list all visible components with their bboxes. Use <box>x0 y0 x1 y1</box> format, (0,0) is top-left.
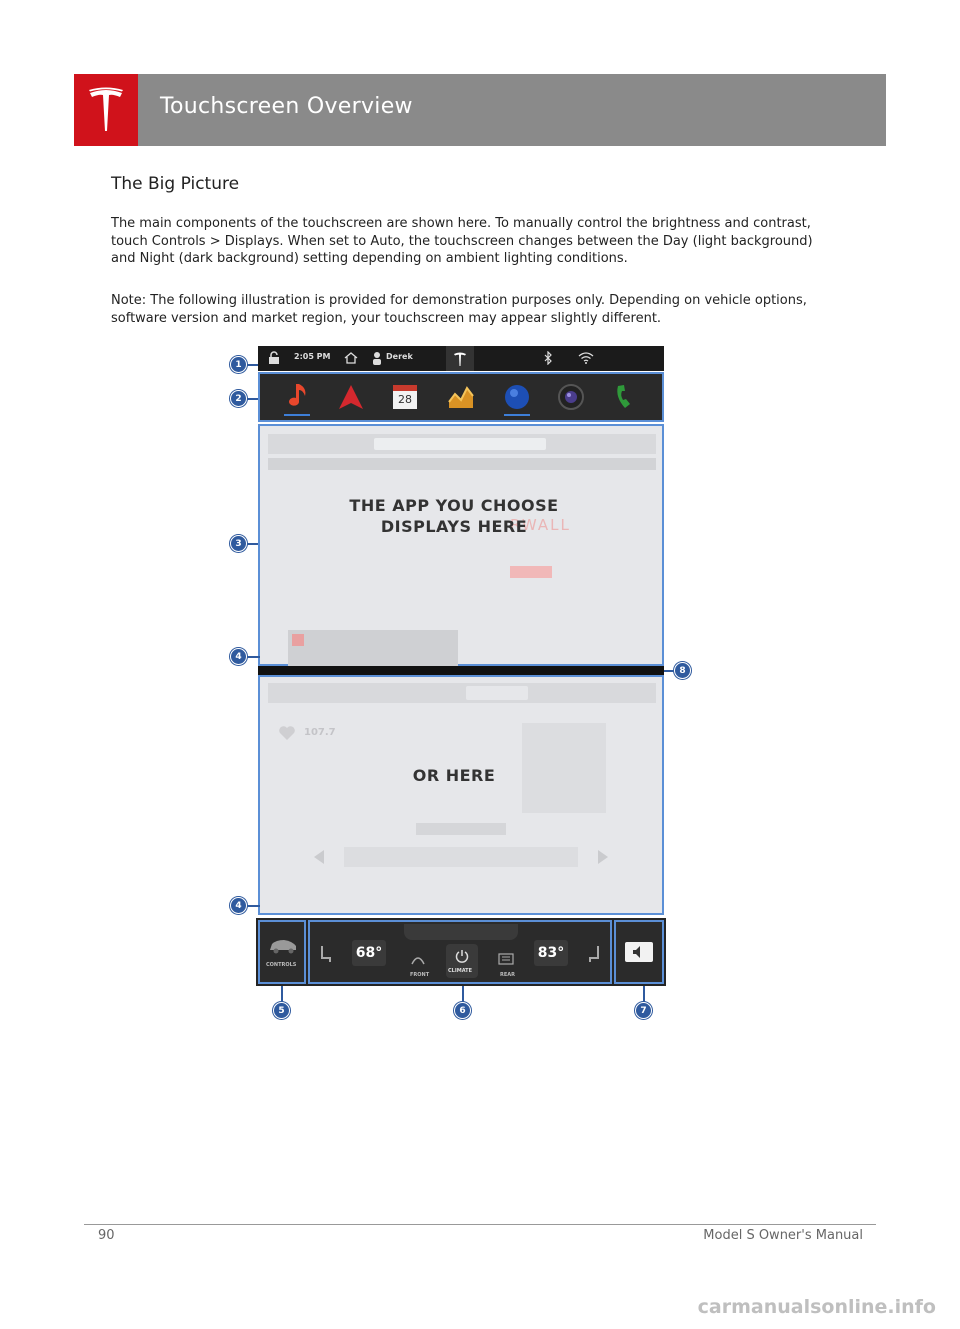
controls-label: CONTROLS <box>266 962 297 968</box>
status-bar <box>258 346 664 371</box>
driver-seat-heater-icon <box>318 944 334 964</box>
power-icon <box>455 949 469 963</box>
callout-1: 1 <box>230 356 247 373</box>
tesla-t-icon <box>86 87 126 133</box>
home-icon <box>344 352 358 364</box>
tesla-menu-button[interactable] <box>446 346 474 371</box>
radio-station: 107.7 <box>304 727 336 738</box>
passenger-seat-heater-icon <box>586 944 602 964</box>
rear-defrost-icon <box>498 952 514 966</box>
app-launcher-bar <box>258 372 664 422</box>
lower-caption: OR HERE <box>412 766 496 785</box>
clock-text: 2:05 PM <box>294 352 331 361</box>
intro-paragraph: The main components of the touchscreen are shown here. To manually control the brightness and contrast, touch Controls > Displays. When set to Auto, the touchscreen changes between the Day (light background) and Night (dark background) setting depending on ambient lighting conditions. <box>111 216 813 266</box>
driver-temperature[interactable]: 68° <box>352 940 386 966</box>
front-defrost-icon <box>410 952 426 966</box>
manual-name: Model S Owner's Manual <box>703 1228 863 1243</box>
driver-profile-icon <box>372 351 382 365</box>
car-icon <box>268 938 298 954</box>
window-divider[interactable] <box>258 666 664 675</box>
volume-control[interactable] <box>614 920 664 984</box>
callout-6: 6 <box>454 1002 471 1019</box>
navigation-app-icon[interactable] <box>336 382 366 412</box>
climate-controls[interactable]: FRONT CLIMATE REAR <box>308 920 612 984</box>
driver-name: Derek <box>386 352 413 361</box>
callout-8: 8 <box>674 662 691 679</box>
phone-app-icon[interactable] <box>610 382 640 412</box>
subheading: The Big Picture <box>111 174 240 194</box>
calendar-app-icon[interactable]: 28 <box>390 382 420 412</box>
note-paragraph: Note: The following illustration is provided for demonstration purposes only. Depending on vehicle options, software version and market region, your touchscreen may appear slightly different. <box>111 293 807 326</box>
previous-icon <box>312 849 326 865</box>
tesla-logo <box>74 74 138 146</box>
web-browser-app-icon[interactable] <box>502 382 532 412</box>
tesla-t-icon <box>453 351 467 367</box>
callout-4-lower: 4 <box>230 897 247 914</box>
speaker-icon <box>631 945 647 959</box>
callout-2: 2 <box>230 390 247 407</box>
controls-button[interactable] <box>258 920 306 984</box>
page-number: 90 <box>98 1228 115 1243</box>
upper-caption-line1: THE APP YOU CHOOSE <box>349 496 559 515</box>
callout-5: 5 <box>273 1002 290 1019</box>
callout-3: 3 <box>230 535 247 552</box>
footer-divider <box>84 1224 876 1225</box>
watermark: carmanualsonline.info <box>697 1296 936 1318</box>
camera-app-icon[interactable] <box>556 382 586 412</box>
lower-app-window[interactable] <box>258 675 664 915</box>
section-title: Touchscreen Overview <box>160 94 413 119</box>
heart-icon <box>278 725 296 741</box>
callout-7: 7 <box>635 1002 652 1019</box>
wifi-icon <box>578 352 594 364</box>
media-app-icon[interactable] <box>282 382 312 412</box>
upper-caption-line2: DISPLAYS HERE <box>380 517 528 536</box>
callout-4-upper: 4 <box>230 648 247 665</box>
bluetooth-icon <box>544 351 552 365</box>
next-icon <box>596 849 610 865</box>
climate-power-button[interactable]: CLIMATE <box>446 944 478 978</box>
upper-app-window[interactable]: RWALL <box>258 424 664 666</box>
passenger-temperature[interactable]: 83° <box>534 940 568 966</box>
lock-icon <box>268 351 280 365</box>
energy-app-icon[interactable] <box>446 382 476 412</box>
